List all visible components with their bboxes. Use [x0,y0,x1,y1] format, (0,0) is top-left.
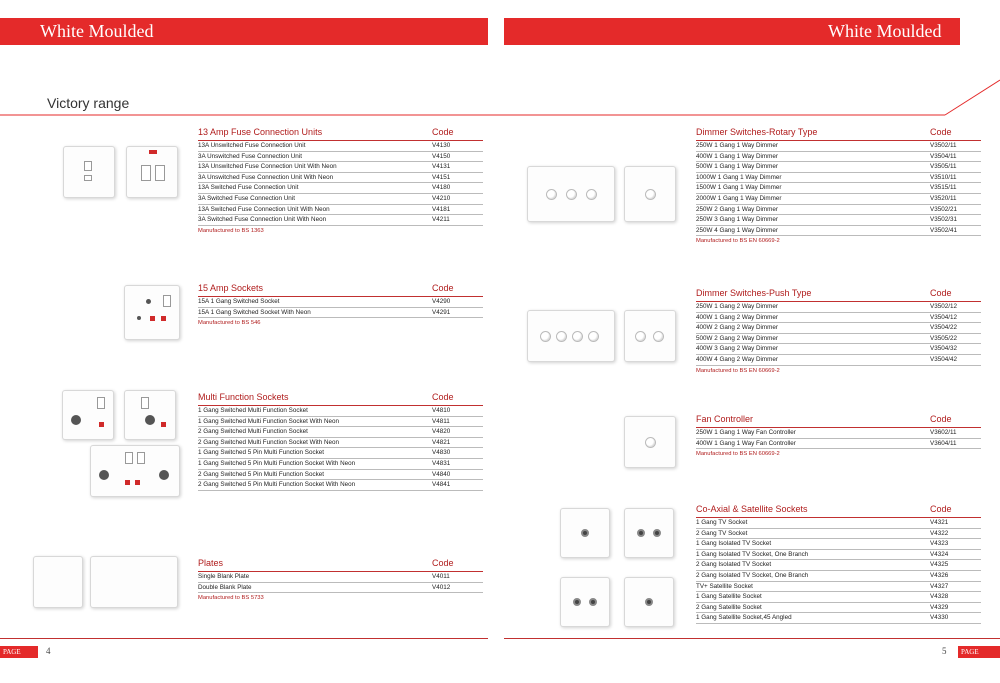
product-row [696,428,981,439]
rocker-switch [163,295,171,307]
product-code: V4841 [432,481,451,489]
product-name: 2 Gang Switched Multi Function Socket With Neon [198,438,340,446]
product-name: 250W 2 Gang 1 Way Dimmer [696,205,779,213]
product-code: V3505/11 [930,163,957,171]
multi-socket-2g-image [90,445,180,497]
product-code: V3505/22 [930,334,957,342]
controller-knob [645,437,656,448]
product-name: 400W 1 Gang 2 Way Dimmer [696,313,779,321]
product-code: V3504/22 [930,324,957,332]
product-row [696,215,981,226]
product-row [198,438,483,449]
product-code: V3602/11 [930,429,957,436]
product-name: TV+ Satellite Socket [696,582,753,590]
product-name: 13A Unswitched Fuse Connection Unit With Neon [198,163,337,171]
product-row [198,448,483,459]
product-name: 1 Gang Switched 5 Pin Multi Function Socket [198,449,325,457]
product-code: V3502/41 [930,226,957,234]
neon-indicator [125,480,130,485]
section-rotary-dimmers [696,127,981,244]
socket-pin [146,299,151,304]
product-code: V4012 [432,583,451,591]
fuse-unit-switched-image [126,146,178,198]
product-row [198,141,483,152]
socket-pin [137,316,141,320]
section-title-text: Plates [198,558,224,568]
product-code: V3520/11 [930,194,957,202]
product-code: V3502/21 [930,205,957,213]
section-title [198,127,483,139]
product-code: V4211 [432,216,450,224]
product-code: V4840 [432,470,451,478]
product-name: Double Blank Plate [198,583,252,591]
product-name: 250W 1 Gang 2 Way Dimmer [696,303,779,310]
coax-connector [573,598,581,606]
page-badge-right: PAGE [958,646,1000,658]
standard-note: Manufactured to BS 546 [198,320,261,327]
product-code: V4820 [432,428,451,436]
multi-socket-1g-image [62,390,114,440]
product-name: 15A 1 Gang Switched Socket [198,298,280,305]
dimmer-knob [572,331,583,342]
footer-rule-left [0,638,488,639]
section-title [198,392,483,404]
product-row [198,470,483,481]
fuse-unit-unswitched-image [63,146,115,198]
product-name: 1 Gang Satellite Socket [696,593,762,601]
fuse-holder [155,165,165,181]
product-row [198,583,483,594]
rocker-switch [137,452,145,464]
fan-controller-image [624,416,676,468]
product-name: 1 Gang Isolated TV Socket [696,540,772,548]
product-name: 3A Switched Fuse Connection Unit [198,194,295,202]
product-code: V3504/32 [930,345,957,353]
product-row [198,308,483,319]
product-name: 13A Unswitched Fuse Connection Unit [198,142,306,149]
product-name: 250W 1 Gang 1 Way Fan Controller [696,429,796,436]
product-row [198,459,483,470]
section-title-text: 15 Amp Sockets [198,283,264,293]
standard-note: Manufactured to BS EN 60669-2 [696,367,780,374]
product-name: 2 Gang Switched 5 Pin Multi Function Socket With Neon [198,481,356,489]
product-code: V3504/11 [930,152,957,160]
product-name: 2 Gang Isolated TV Socket, One Branch [696,571,809,579]
product-row [198,417,483,428]
product-name: 1 Gang Satellite Socket,45 Angled [696,614,792,622]
product-name: 2 Gang Switched 5 Pin Multi Function Socket [198,470,325,478]
product-row [696,550,981,561]
header-title-left: White Moulded [40,21,154,41]
section-title [696,504,981,516]
product-name: 1 Gang Switched Multi Function Socket With Neon [198,417,340,425]
product-code: V4831 [432,459,451,467]
page-number-left: 4 [46,646,51,656]
product-code: V3502/12 [930,303,957,310]
push-dimmer-4g-image [527,310,615,362]
tv-satellite-socket-image [560,577,610,627]
dimmer-knob [586,189,597,200]
section-title [696,414,981,426]
code-column-header: Code [930,288,952,298]
neon-indicator [150,316,155,321]
page-badge-left: PAGE [0,646,38,658]
product-row [696,603,981,614]
standard-note: Manufactured to BS 1363 [198,227,264,234]
section-title [198,283,483,295]
product-code: V4210 [432,194,451,202]
product-row [696,334,981,345]
socket-pins [99,470,109,480]
product-name: 1000W 1 Gang 1 Way Dimmer [696,173,782,181]
standard-note: Manufactured to BS EN 60669-2 [696,451,780,458]
dimmer-knob [588,331,599,342]
product-row [696,162,981,173]
rocker-switch [97,397,105,409]
tv-socket-1g-image [560,508,610,558]
fuse-holder-lower [84,175,92,181]
product-code: V4830 [432,449,451,457]
product-name: 400W 1 Gang 1 Way Dimmer [696,152,779,160]
neon-indicator [99,422,104,427]
product-name: 13A Switched Fuse Connection Unit With Neon [198,205,330,213]
product-row [696,194,981,205]
dimmer-knob [566,189,577,200]
product-row [696,571,981,582]
code-column-header: Code [930,127,952,137]
product-code: V4811 [432,417,450,425]
section-15amp-sockets [198,283,483,326]
neon-indicator [161,316,166,321]
satellite-connector [645,598,653,606]
product-row [696,226,981,237]
product-row [198,427,483,438]
rotary-dimmer-3g-image [527,166,615,222]
product-code: V3502/11 [930,142,957,149]
socket-pins [159,470,169,480]
product-name: 1 Gang Switched 5 Pin Multi Function Socket With Neon [198,459,356,467]
section-multi-function [198,392,483,491]
product-name: 400W 4 Gang 2 Way Dimmer [696,355,779,363]
product-row [696,173,981,184]
product-row [696,355,981,366]
code-column-header: Code [930,504,952,514]
rotary-dimmer-1g-image [624,166,676,222]
product-name: 400W 1 Gang 1 Way Fan Controller [696,439,796,447]
neon-indicator [135,480,140,485]
tv-socket-2g-image [624,508,674,558]
product-name: 2 Gang TV Socket [696,529,748,537]
product-row [696,539,981,550]
standard-note: Manufactured to BS EN 60669-2 [696,238,780,245]
product-code: V4323 [930,540,949,548]
dimmer-knob [635,331,646,342]
product-name: 250W 1 Gang 1 Way Dimmer [696,142,779,149]
product-code: V3510/11 [930,173,957,181]
product-code: V4810 [432,407,451,414]
footer-rule-right [504,638,1000,639]
code-column-header: Code [432,558,454,568]
section-title-text: Dimmer Switches-Push Type [696,288,812,298]
product-row [696,205,981,216]
product-name: 3A Unswitched Fuse Connection Unit [198,152,302,160]
socket-pins [71,415,81,425]
rocker-switch [141,397,149,409]
product-row [198,152,483,163]
product-code: V4181 [432,205,451,213]
satellite-socket-image [624,577,674,627]
product-row [198,173,483,184]
product-name: 500W 1 Gang 1 Way Dimmer [696,163,779,171]
product-row [696,582,981,593]
product-row [198,183,483,194]
product-name: 3A Switched Fuse Connection Unit With Neon [198,216,327,224]
product-row [696,344,981,355]
product-name: 2 Gang Satellite Socket [696,603,762,611]
multi-socket-1g-neon-image [124,390,176,440]
product-code: V4290 [432,298,451,305]
product-name: 1 Gang Switched Multi Function Socket [198,407,308,414]
product-name: 2 Gang Isolated TV Socket [696,561,772,569]
section-title-text: 13 Amp Fuse Connection Units [198,127,323,137]
product-code: V3515/11 [930,184,957,192]
product-code: V4180 [432,184,451,192]
15a-socket-image [124,285,180,340]
code-column-header: Code [432,392,454,402]
product-row [696,518,981,529]
product-name: 2000W 1 Gang 1 Way Dimmer [696,194,782,202]
product-row [198,297,483,308]
product-row [198,162,483,173]
product-row [696,592,981,603]
product-row [696,529,981,540]
product-row [696,323,981,334]
standard-note: Manufactured to BS 5733 [198,595,264,602]
product-row [198,406,483,417]
product-name: 400W 2 Gang 2 Way Dimmer [696,324,779,332]
product-code: V3502/31 [930,216,957,224]
product-code: V4324 [930,550,949,558]
product-code: V4330 [930,614,949,622]
product-row [696,152,981,163]
product-row [696,183,981,194]
product-name: 1 Gang Isolated TV Socket, One Branch [696,550,809,558]
dimmer-knob [645,189,656,200]
product-code: V4325 [930,561,949,569]
product-code: V3504/42 [930,355,957,363]
dimmer-knob [556,331,567,342]
dimmer-knob [653,331,664,342]
push-dimmer-2g-image [624,310,676,362]
section-fuse-units [198,127,483,234]
product-code: V4150 [432,152,451,160]
product-row [696,613,981,624]
product-name: 250W 4 Gang 1 Way Dimmer [696,226,779,234]
product-code: V4131 [432,163,451,171]
product-name: 500W 2 Gang 2 Way Dimmer [696,334,779,342]
header-title-right: White Moulded [828,21,942,41]
section-title [696,127,981,139]
section-title-text: Fan Controller [696,414,754,424]
product-row [198,194,483,205]
coax-connector [637,529,645,537]
product-row [198,205,483,216]
neon-indicator [161,422,166,427]
rocker-switch [141,165,151,181]
section-push-dimmers [696,288,981,374]
rocker-switch [125,452,133,464]
product-name: 13A Switched Fuse Connection Unit [198,184,299,192]
page-number-right: 5 [942,646,947,656]
product-code: V4821 [432,438,451,446]
section-fan-controller [696,414,981,457]
product-code: V4322 [930,529,949,537]
product-code: V4130 [432,142,451,149]
product-row [696,141,981,152]
product-row [696,302,981,313]
product-code: V3504/12 [930,313,957,321]
section-title [198,558,483,570]
product-code: V4321 [930,519,949,526]
fuse-holder [84,161,92,171]
section-coax-sockets [696,504,981,624]
product-name: Single Blank Plate [198,573,250,580]
section-title-text: Dimmer Switches-Rotary Type [696,127,818,137]
product-name: 1 Gang TV Socket [696,519,748,526]
product-row [198,572,483,583]
coax-connector [581,529,589,537]
product-name: 1500W 1 Gang 1 Way Dimmer [696,184,782,192]
coax-connector [653,529,661,537]
product-row [198,480,483,491]
code-column-header: Code [432,283,454,293]
product-name: 400W 3 Gang 2 Way Dimmer [696,345,779,353]
double-blank-plate-image [90,556,178,608]
product-code: V4011 [432,573,450,580]
neon-indicator [149,150,157,154]
product-code: V4327 [930,582,949,590]
product-code: V3604/11 [930,439,957,447]
product-code: V4326 [930,571,949,579]
product-name: 15A 1 Gang Switched Socket With Neon [198,308,311,316]
section-title-text: Multi Function Sockets [198,392,289,402]
dimmer-knob [540,331,551,342]
product-code: V4329 [930,603,949,611]
socket-pins [145,415,155,425]
product-code: V4151 [432,173,451,181]
code-column-header: Code [432,127,454,137]
product-name: 2 Gang Switched Multi Function Socket [198,428,308,436]
section-title [696,288,981,300]
dimmer-knob [546,189,557,200]
product-name: 250W 3 Gang 1 Way Dimmer [696,216,779,224]
product-row [696,560,981,571]
product-row [198,215,483,226]
range-title: Victory range [47,95,130,111]
single-blank-plate-image [33,556,83,608]
code-column-header: Code [930,414,952,424]
product-row [696,439,981,450]
product-name: 3A Unswitched Fuse Connection Unit With Neon [198,173,334,181]
product-row [696,313,981,324]
satellite-connector [589,598,597,606]
product-code: V4291 [432,308,451,316]
product-code: V4328 [930,593,949,601]
section-title-text: Co-Axial & Satellite Sockets [696,504,808,514]
section-plates [198,558,483,601]
